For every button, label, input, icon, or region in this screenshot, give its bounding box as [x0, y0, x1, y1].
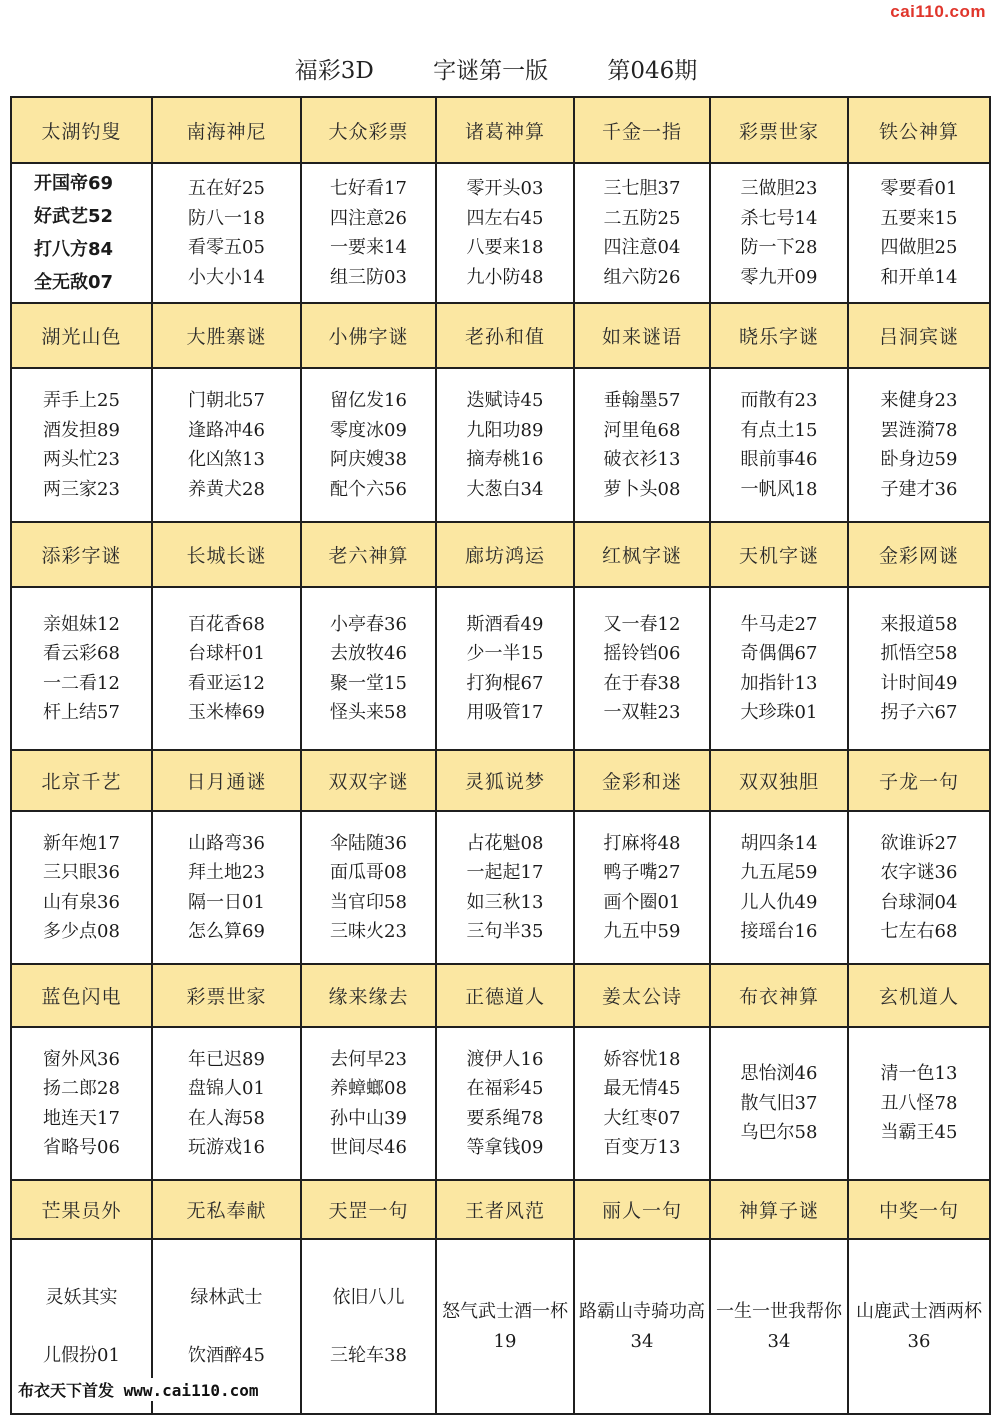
riddle-cell	[436, 1027, 574, 1180]
riddle-row	[11, 1027, 990, 1180]
source-name-header: 铁公神算	[848, 97, 990, 163]
riddle-cell	[848, 163, 990, 303]
riddle-line: 当官印58	[330, 891, 407, 913]
source-name-header: 缘来缘去	[301, 964, 436, 1027]
riddle-line: 九五尾59	[740, 862, 818, 883]
riddle-line: 扬二郎28	[43, 1078, 120, 1099]
source-name-header: 廊坊鸿运	[436, 522, 574, 587]
riddle-cell	[11, 1027, 152, 1180]
riddle-line: 四左右45	[466, 207, 544, 229]
riddle-cell	[152, 811, 301, 964]
riddle-line: 零开头03	[466, 178, 544, 199]
riddle-line: 留亿发16	[330, 390, 407, 411]
riddle-cell	[574, 811, 710, 964]
riddle-line: 防一下28	[740, 237, 818, 258]
riddle-line: 八要来18	[466, 237, 544, 258]
riddle-line: 娇容忧18	[603, 1048, 681, 1070]
riddle-line: 接瑶台16	[740, 921, 818, 942]
riddle-line: 孙中山39	[330, 1107, 407, 1129]
riddle-line: 地连天17	[43, 1107, 120, 1129]
riddle-line: 酒发担89	[43, 419, 120, 441]
title-lottery: 福彩3D	[294, 58, 374, 84]
riddle-line: 四注意26	[330, 207, 407, 229]
riddle-line: 灵妖其实	[45, 1287, 118, 1308]
riddle-cell	[848, 368, 990, 522]
source-name-header: 长城长谜	[152, 522, 301, 587]
riddle-line: 加指针13	[740, 672, 818, 694]
riddle-line: 欲谁诉27	[880, 832, 958, 854]
riddle-cell	[710, 1027, 848, 1180]
riddle-line: 鸭子嘴27	[603, 862, 681, 883]
riddle-line: 在福彩45	[466, 1078, 544, 1099]
source-name-header: 蓝色闪电	[11, 964, 152, 1027]
riddle-line: 牛马走27	[740, 613, 818, 635]
page-title	[0, 52, 992, 85]
riddle-line: 玉米棒69	[188, 702, 265, 723]
riddle-cell	[11, 163, 152, 303]
source-name-header: 诸葛神算	[436, 97, 574, 163]
riddle-cell	[301, 163, 436, 303]
riddle-line: 看云彩68	[43, 643, 120, 664]
source-name-header: 无私奉献	[152, 1180, 301, 1239]
source-name-header: 红枫字谜	[574, 522, 710, 587]
source-name-header: 子龙一句	[848, 750, 990, 811]
riddle-line: 渡伊人16	[466, 1048, 544, 1070]
riddle-line: 河里龟68	[603, 419, 681, 441]
riddle-line: 占花魁08	[466, 832, 544, 854]
riddle-line: 路霸山寺骑功高34	[579, 1300, 705, 1352]
riddle-line: 聚一堂15	[330, 672, 407, 694]
riddle-line: 打麻将48	[603, 832, 681, 854]
source-name-header: 神算子谜	[710, 1180, 848, 1239]
riddle-cell	[574, 587, 710, 750]
riddle-line: 新年炮17	[43, 832, 120, 854]
riddle-line: 五要来15	[880, 207, 958, 229]
riddle-line: 又一春12	[603, 613, 681, 635]
riddle-cell	[301, 811, 436, 964]
riddle-cell	[11, 587, 152, 750]
riddle-line: 多少点08	[43, 921, 120, 942]
title-edition: 字谜第一版	[433, 58, 549, 84]
source-name-header: 南海神尼	[152, 97, 301, 163]
riddle-line: 四做胆25	[880, 237, 958, 258]
riddle-cell	[436, 587, 574, 750]
riddle-line: 看亚运12	[188, 672, 265, 694]
riddle-line: 拜土地23	[188, 862, 265, 883]
source-name-header: 双双字谜	[301, 750, 436, 811]
header-row	[11, 1180, 990, 1239]
riddle-line: 要系绳78	[466, 1107, 544, 1129]
riddle-cell	[436, 163, 574, 303]
riddle-line: 来报道58	[880, 613, 958, 635]
riddle-line: 看零五05	[188, 237, 265, 258]
riddle-line: 一帆风18	[740, 478, 818, 500]
riddle-line: 面瓜哥08	[330, 862, 407, 883]
site-watermark: cai110.com	[890, 2, 986, 21]
riddle-row	[11, 368, 990, 522]
riddle-line: 九阳功89	[466, 419, 544, 441]
riddle-cell	[301, 587, 436, 750]
riddle-line: 玩游戏16	[188, 1137, 265, 1158]
riddle-line: 散气旧37	[740, 1092, 818, 1114]
riddle-line: 养黄犬28	[188, 478, 265, 500]
source-name-header: 大众彩票	[301, 97, 436, 163]
source-name-header: 丽人一句	[574, 1180, 710, 1239]
riddle-line: 破衣衫13	[603, 449, 681, 470]
source-name-header: 小佛字谜	[301, 303, 436, 368]
riddle-line: 在于春38	[603, 672, 681, 694]
riddle-line: 摇铃铛06	[603, 643, 681, 664]
source-name-header: 如来谜语	[574, 303, 710, 368]
source-name-header: 玄机道人	[848, 964, 990, 1027]
riddle-line: 子建才36	[880, 478, 958, 500]
riddle-line: 等拿钱09	[466, 1137, 544, 1158]
riddle-line: 计时间49	[880, 672, 958, 694]
riddle-cell	[152, 1027, 301, 1180]
riddle-line: 防八一18	[188, 207, 265, 229]
riddle-line: 画个圈01	[603, 891, 681, 913]
riddle-line: 阿庆嫂38	[330, 449, 407, 470]
header-row	[11, 303, 990, 368]
riddle-cell	[574, 368, 710, 522]
riddle-line: 小大小14	[188, 266, 265, 288]
riddle-line: 开国帝69	[34, 173, 114, 194]
riddle-line: 摘寿桃16	[466, 449, 544, 470]
riddle-line: 组三防03	[330, 266, 407, 288]
riddle-cell	[574, 1239, 710, 1414]
riddle-line: 零要看01	[880, 178, 958, 199]
riddle-line: 思怡浏46	[740, 1063, 818, 1085]
riddle-line: 来健身23	[880, 390, 958, 411]
riddle-line: 如三秋13	[466, 891, 544, 913]
riddle-cell	[436, 368, 574, 522]
header-row	[11, 964, 990, 1027]
riddle-line: 零度冰09	[330, 419, 407, 441]
riddle-row	[11, 811, 990, 964]
riddle-cell	[710, 587, 848, 750]
riddle-line: 伞陆随36	[330, 832, 407, 854]
riddle-line: 儿假扮01	[43, 1344, 120, 1366]
riddle-line: 三句半35	[466, 921, 544, 942]
riddle-cell	[152, 587, 301, 750]
riddle-line: 杆上结57	[43, 702, 120, 723]
source-name-header: 布衣神算	[710, 964, 848, 1027]
riddle-line: 胡四条14	[740, 832, 818, 854]
riddle-cell	[848, 1027, 990, 1180]
riddle-cell	[848, 587, 990, 750]
source-name-header: 金彩和迷	[574, 750, 710, 811]
riddle-line: 绿林武士	[190, 1287, 263, 1308]
riddle-line: 怒气武士酒一杯19	[442, 1300, 568, 1352]
source-name-header: 千金一指	[574, 97, 710, 163]
riddle-line: 怪头来58	[330, 702, 407, 723]
riddle-line: 七好看17	[330, 178, 407, 199]
riddle-line: 一要来14	[330, 237, 407, 258]
source-name-header: 老孙和值	[436, 303, 574, 368]
riddle-cell	[710, 368, 848, 522]
riddle-line: 两头忙23	[43, 449, 120, 470]
source-name-header: 彩票世家	[152, 964, 301, 1027]
riddle-line: 饮酒醉45	[188, 1344, 265, 1366]
riddle-line: 养蟑螂08	[330, 1078, 407, 1099]
riddle-cell	[11, 368, 152, 522]
riddle-cell	[301, 1027, 436, 1180]
riddle-line: 垂翰墨57	[603, 390, 681, 411]
riddle-line: 乌巴尔58	[740, 1122, 818, 1144]
riddle-line: 一双鞋23	[603, 702, 681, 723]
riddle-line: 小亭春36	[330, 613, 407, 635]
riddle-line: 九五中59	[603, 921, 681, 942]
title-issue: 第046期	[607, 58, 698, 84]
riddle-line: 少一半15	[466, 643, 544, 664]
riddle-line: 斯酒看49	[466, 613, 544, 635]
source-name-header: 灵狐说梦	[436, 750, 574, 811]
riddle-line: 全无敌07	[34, 272, 114, 293]
source-name-header: 姜太公诗	[574, 964, 710, 1027]
riddle-line: 门朝北57	[188, 390, 265, 411]
header-row	[11, 522, 990, 587]
riddle-line: 配个六56	[330, 478, 407, 500]
riddle-line: 世间尽46	[330, 1137, 407, 1158]
riddle-line: 三七胆37	[603, 178, 681, 199]
riddle-line: 一起起17	[466, 862, 544, 883]
riddle-line: 省略号06	[43, 1137, 120, 1158]
riddle-line: 三轮车38	[330, 1344, 407, 1366]
riddle-line: 盘锦人01	[188, 1078, 265, 1099]
riddle-line: 丑八怪78	[880, 1092, 958, 1114]
riddle-cell	[301, 368, 436, 522]
riddle-line: 山鹿武士酒两杯36	[856, 1300, 982, 1352]
riddle-line: 而散有23	[740, 390, 818, 411]
riddle-line: 眼前事46	[740, 449, 818, 470]
riddle-line: 当霸王45	[880, 1122, 958, 1144]
riddle-line: 抓悟空58	[880, 643, 958, 664]
riddle-line: 依旧八儿	[332, 1287, 405, 1308]
riddle-line: 去何早23	[330, 1048, 407, 1070]
riddle-cell	[574, 163, 710, 303]
riddle-cell	[436, 811, 574, 964]
riddle-line: 隔一日01	[188, 891, 265, 913]
riddle-line: 卧身边59	[880, 449, 958, 470]
riddle-line: 打八方84	[34, 239, 114, 260]
riddle-line: 零九开09	[740, 266, 818, 288]
riddle-line: 迭赋诗45	[466, 390, 544, 411]
source-name-header: 添彩字谜	[11, 522, 152, 587]
source-name-header: 金彩网谜	[848, 522, 990, 587]
riddle-cell	[301, 1239, 436, 1414]
riddle-line: 萝卜头08	[603, 478, 681, 500]
riddle-line: 拐子六67	[880, 702, 958, 723]
riddle-cell	[710, 1239, 848, 1414]
riddle-line: 农字谜36	[880, 862, 958, 883]
source-name-header: 北京千艺	[11, 750, 152, 811]
source-name-header: 天罡一句	[301, 1180, 436, 1239]
source-name-header: 正德道人	[436, 964, 574, 1027]
riddle-line: 去放牧46	[330, 643, 407, 664]
riddle-line: 三只眼36	[43, 862, 120, 883]
riddle-line: 在人海58	[188, 1107, 265, 1129]
source-name-header: 大胜寨谜	[152, 303, 301, 368]
riddle-cell	[710, 811, 848, 964]
source-name-header: 彩票世家	[710, 97, 848, 163]
riddle-line: 打狗棍67	[466, 672, 544, 694]
riddle-line: 组六防26	[603, 266, 681, 288]
riddle-line: 罢涟漪78	[880, 419, 958, 441]
riddle-line: 最无情45	[603, 1078, 681, 1099]
riddle-cell	[152, 163, 301, 303]
riddle-table	[10, 96, 991, 1415]
source-name-header: 中奖一句	[848, 1180, 990, 1239]
riddle-cell	[11, 811, 152, 964]
source-name-header: 老六神算	[301, 522, 436, 587]
riddle-line: 奇偶偶67	[740, 643, 818, 664]
riddle-line: 逢路冲46	[188, 419, 265, 441]
header-row	[11, 97, 990, 163]
riddle-line: 怎么算69	[188, 921, 265, 942]
source-name-header: 王者风范	[436, 1180, 574, 1239]
header-row	[11, 750, 990, 811]
riddle-line: 一生一世我帮你34	[716, 1300, 842, 1352]
riddle-line: 四注意04	[603, 237, 681, 258]
riddle-cell	[152, 368, 301, 522]
riddle-line: 山有泉36	[43, 891, 120, 913]
riddle-line: 年已迟89	[188, 1048, 265, 1070]
riddle-cell	[574, 1027, 710, 1180]
riddle-line: 亲姐妹12	[43, 613, 120, 635]
riddle-line: 一二看12	[43, 672, 120, 694]
footer-credit: 布衣天下首发 www.cai110.com	[14, 1378, 263, 1401]
source-name-header: 天机字谜	[710, 522, 848, 587]
source-name-header: 芒果员外	[11, 1180, 152, 1239]
riddle-cell	[436, 1239, 574, 1414]
riddle-cell	[710, 163, 848, 303]
riddle-line: 和开单14	[880, 266, 958, 288]
riddle-line: 三味火23	[330, 921, 407, 942]
source-name-header: 太湖钓叟	[11, 97, 152, 163]
riddle-cell	[848, 1239, 990, 1414]
riddle-line: 弄手上25	[43, 390, 120, 411]
riddle-line: 七左右68	[880, 921, 958, 942]
source-name-header: 双双独胆	[710, 750, 848, 811]
riddle-line: 台球洞04	[880, 891, 958, 913]
riddle-line: 九小防48	[466, 266, 544, 288]
source-name-header: 湖光山色	[11, 303, 152, 368]
riddle-line: 大葱白34	[466, 478, 544, 500]
riddle-line: 三做胆23	[740, 178, 818, 199]
riddle-line: 好武艺52	[34, 206, 114, 227]
riddle-line: 两三家23	[43, 478, 120, 500]
riddle-line: 百变万13	[603, 1137, 681, 1158]
source-name-header: 日月通谜	[152, 750, 301, 811]
riddle-line: 台球杆01	[188, 643, 265, 664]
riddle-line: 杀七号14	[740, 207, 818, 229]
source-name-header: 晓乐字谜	[710, 303, 848, 368]
riddle-cell	[848, 811, 990, 964]
riddle-line: 百花香68	[188, 613, 265, 635]
riddle-line: 用吸管17	[466, 702, 544, 723]
riddle-line: 有点土15	[740, 419, 818, 441]
riddle-line: 二五防25	[603, 207, 681, 229]
riddle-line: 儿人仇49	[740, 891, 818, 913]
riddle-row	[11, 163, 990, 303]
riddle-line: 大红枣07	[603, 1107, 681, 1129]
riddle-line: 化凶煞13	[188, 449, 265, 470]
source-name-header: 吕洞宾谜	[848, 303, 990, 368]
riddle-line: 大珍珠01	[740, 702, 818, 723]
riddle-line: 五在好25	[188, 178, 265, 199]
riddle-line: 山路弯36	[188, 832, 265, 854]
riddle-line: 清一色13	[880, 1063, 958, 1085]
riddle-line: 窗外风36	[43, 1048, 120, 1070]
riddle-row	[11, 587, 990, 750]
